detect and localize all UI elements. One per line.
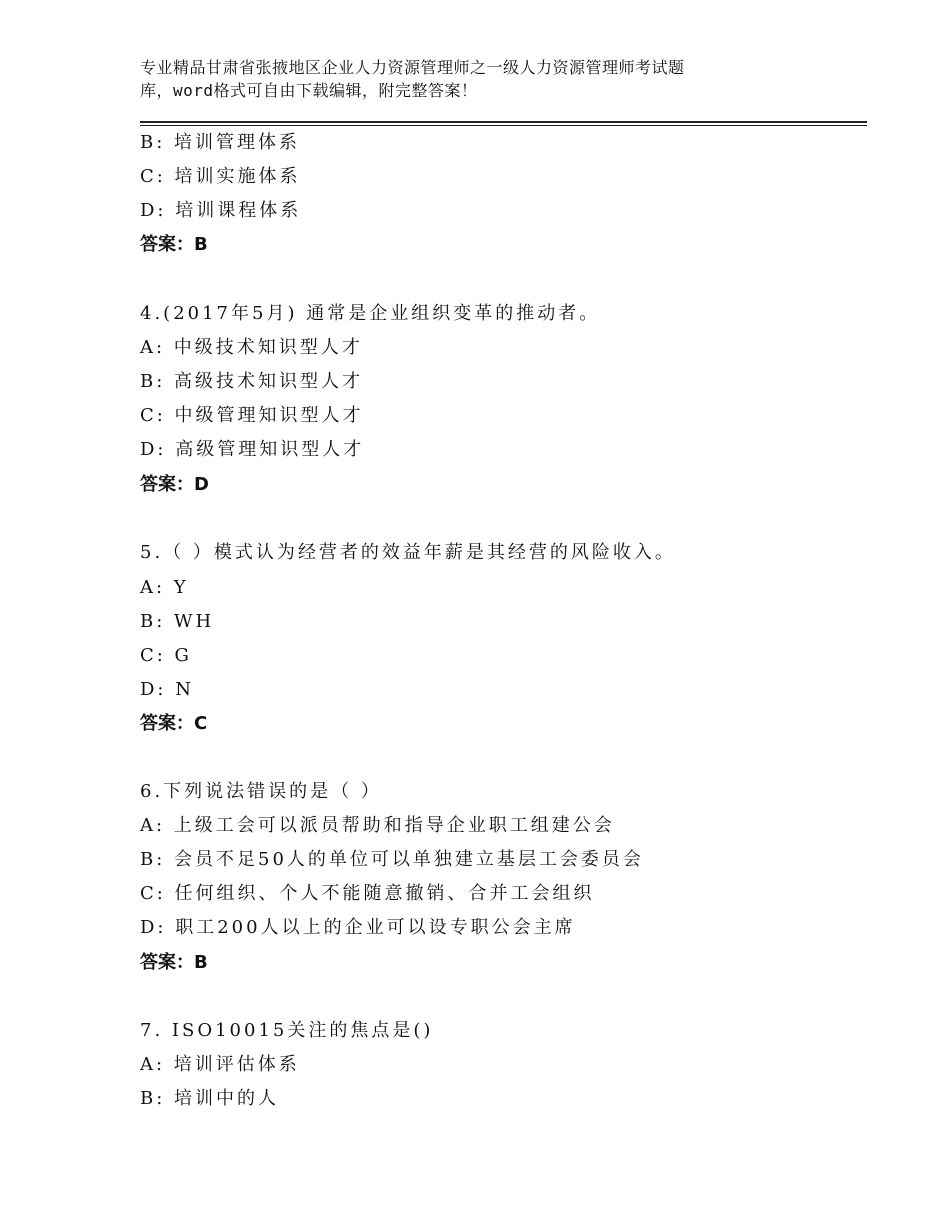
option-d: D: N [140, 679, 194, 700]
option-d: D: 职工200人以上的企业可以设专职公会主席 [140, 917, 576, 938]
header-line-2: 库，word格式可自由下载编辑，附完整答案！ [140, 81, 478, 100]
option-a: A: 上级工会可以派员帮助和指导企业职工组建公会 [140, 815, 615, 836]
option-c: C: 任何组织、个人不能随意撤销、合并工会组织 [140, 883, 595, 904]
question-text: 6.下列说法错误的是（ ） [140, 781, 382, 802]
header-rule-top [140, 121, 867, 123]
option-c: C: 中级管理知识型人才 [140, 405, 364, 426]
header-rule-bottom [140, 125, 867, 126]
option-d: D: 培训课程体系 [140, 200, 302, 221]
header-line-1: 专业精品甘肃省张掖地区企业人力资源管理师之一级人力资源管理师考试题 [140, 58, 685, 77]
option-b: B: 培训管理体系 [140, 132, 301, 153]
answer: 答案：D [140, 474, 209, 495]
option-c: C: G [140, 645, 192, 666]
answer: 答案：B [140, 234, 208, 255]
option-d: D: 高级管理知识型人才 [140, 439, 365, 460]
option-a: A: 中级技术知识型人才 [140, 337, 363, 358]
question-text: 4.(2017年5月) 通常是企业组织变革的推动者。 [140, 303, 601, 324]
option-b: B: 会员不足50人的单位可以单独建立基层工会委员会 [140, 849, 644, 870]
question-text: 5.（ ）模式认为经营者的效益年薪是其经营的风险收入。 [140, 542, 676, 563]
option-a: A: Y [140, 577, 189, 598]
option-b: B: 培训中的人 [140, 1088, 280, 1109]
option-a: A: 培训评估体系 [140, 1054, 300, 1075]
option-c: C: 培训实施体系 [140, 166, 301, 187]
option-b: B: WH [140, 611, 215, 632]
document-header [140, 56, 840, 102]
answer: 答案：C [140, 713, 208, 734]
option-b: B: 高级技术知识型人才 [140, 371, 364, 392]
answer: 答案：B [140, 952, 208, 973]
question-text: 7. ISO10015关注的焦点是() [140, 1020, 434, 1041]
